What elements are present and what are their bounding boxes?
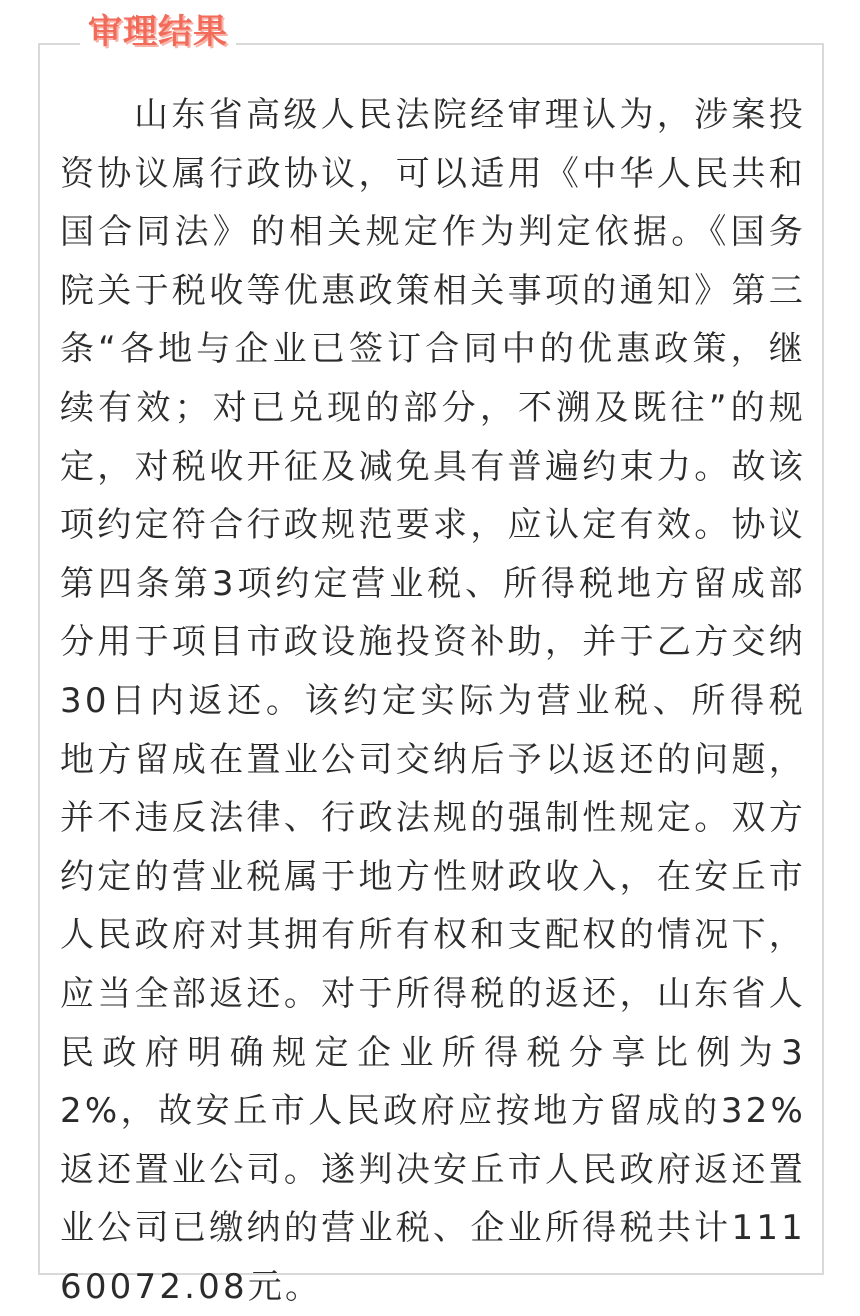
section-title-container	[80, 10, 236, 54]
section-title: 审理结果	[88, 12, 228, 52]
body-paragraph: 山东省高级人民法院经审理认为，涉案投资协议属行政协议，可以适用《中华人民共和国合同法》的相关规定作为判定依据。《国务院关于税收等优惠政策相关事项的通知》第三条“各地与企业已签订合同中的优惠政策，继续有效；对已兑现的部分，不溯及既往”的规定，对税收开征及减免具有普遍约束力。故该项约定符合行政规范要求，应认定有效。协议第四条第3项约定营业税、所得税地方留成部分用于项目市政设施投资补助，并于乙方交纳30日内返还。该约定实际为营业税、所得税地方留成在置业公司交纳后予以返还的问题，并不违反法律、行政法规的强制性规定。双方约定的营业税属于地方性财政收入，在安丘市人民政府对其拥有所有权和支配权的情况下，应当全部返还。对于所得税的返还，山东省人民政府明确规定企业所得税分享比例为32%，故安丘市人民政府应按地方留成的32%返还置业公司。遂判决安丘市人民政府返还置业公司已缴纳的营业税、企业所得税共计11160072.08元。	[60, 95, 806, 1307]
